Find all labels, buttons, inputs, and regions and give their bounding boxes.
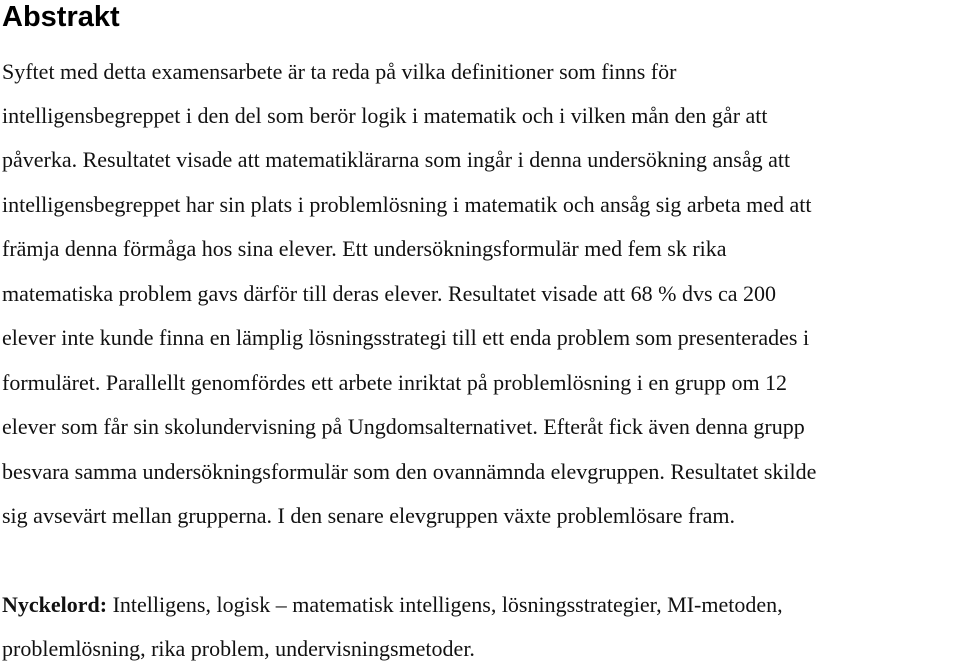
abstract-line-2: intelligensbegreppet i den del som berör logik i matematik och i vilken mån den går att — [2, 103, 768, 128]
abstract-line-7: elever inte kunde finna en lämplig lösningsstrategi till ett enda problem som presenterades i — [2, 325, 810, 350]
abstract-line-10: besvara samma undersökningsformulär som den ovannämnda elevgruppen. Resultatet skilde — [2, 459, 817, 484]
keywords-label: Nyckelord: — [2, 592, 108, 617]
abstract-line-8: formuläret. Parallellt genomfördes ett arbete inriktat på problemlösning i en grupp om 12 — [2, 370, 788, 395]
keywords-text-1: Intelligens, logisk – matematisk intelligens, lösningsstrategier, MI-metoden, — [107, 592, 783, 617]
abstract-line-11: sig avsevärt mellan grupperna. I den senare elevgruppen växte problemlösare fram. — [2, 503, 736, 528]
abstract-line-4: intelligensbegreppet har sin plats i problemlösning i matematik och ansåg sig arbeta med att — [2, 192, 812, 217]
keywords-line-1 — [2, 592, 783, 618]
abstract-line-6: matematiska problem gavs därför till deras elever. Resultatet visade att 68 % dvs ca 200 — [2, 281, 777, 306]
abstract-line-5: främja denna förmåga hos sina elever. Ett undersökningsformulär med fem sk rika — [2, 236, 727, 261]
keywords-line-2: problemlösning, rika problem, undervisningsmetoder. — [2, 636, 475, 661]
abstract-line-3: påverka. Resultatet visade att matematiklärarna som ingår i denna undersökning ansåg att — [2, 147, 791, 172]
abstract-line-9: elever som får sin skolundervisning på Ungdomsalternativet. Efteråt fick även denna grupp — [2, 414, 805, 439]
abstract-line-1: Syftet med detta examensarbete är ta reda på vilka definitioner som finns för — [2, 59, 677, 84]
abstract-heading: Abstrakt — [2, 1, 120, 33]
